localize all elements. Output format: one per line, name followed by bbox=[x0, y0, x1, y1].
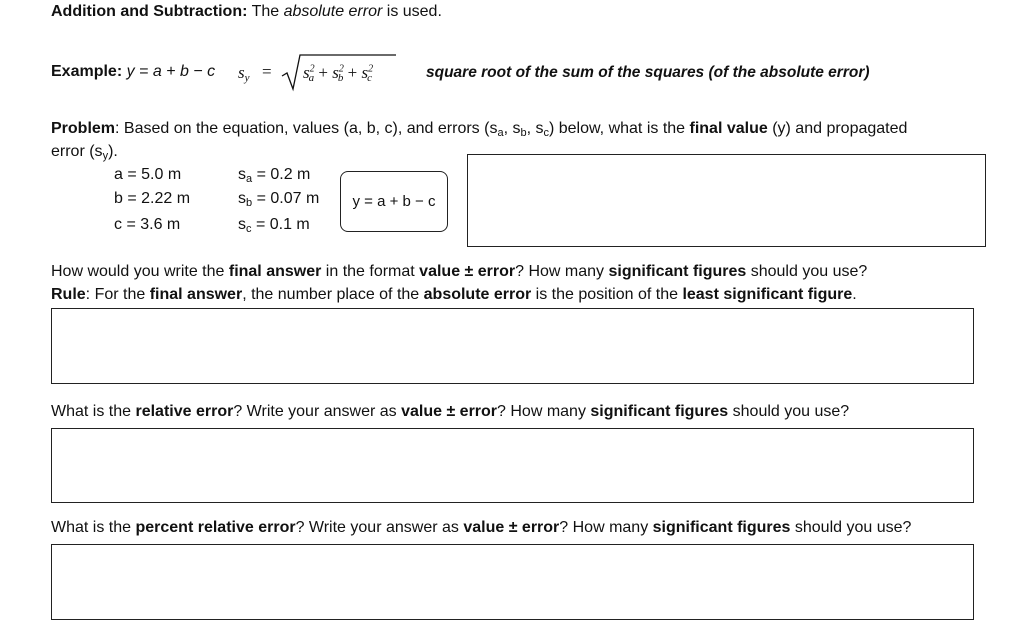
example-label: Example: bbox=[51, 63, 123, 80]
rule-r1: : For the bbox=[85, 286, 150, 303]
answer-box-final-answer[interactable] bbox=[51, 308, 974, 384]
problem-sub-a: a bbox=[497, 127, 504, 139]
q1-b1: final answer bbox=[228, 263, 322, 280]
value-b: b = 2.22 m bbox=[114, 190, 191, 207]
sub-c: c bbox=[367, 72, 372, 84]
heading-bold: Addition and Subtraction: bbox=[51, 3, 248, 20]
formula-sub-y: y bbox=[244, 72, 250, 84]
plus-1: + bbox=[318, 63, 328, 82]
formula-radicand bbox=[303, 63, 398, 84]
problem-label: Problem bbox=[51, 120, 116, 137]
q2-t4: should you use? bbox=[728, 403, 850, 420]
q1-b3: significant figures bbox=[608, 263, 747, 280]
formula-equals: = bbox=[262, 62, 272, 81]
formula-description bbox=[426, 64, 870, 82]
q3-b3: significant figures bbox=[652, 519, 791, 536]
q2-b3: significant figures bbox=[590, 403, 729, 420]
q3-t1: What is the bbox=[51, 519, 136, 536]
answer-box-relative-error[interactable] bbox=[51, 428, 974, 503]
q3-b1: percent relative error bbox=[135, 519, 296, 536]
problem-sub-b: b bbox=[520, 127, 527, 139]
plus-2: + bbox=[347, 63, 358, 82]
sub-b: b bbox=[337, 72, 344, 84]
problem-text2: ) below, what is the bbox=[548, 120, 690, 137]
value-c: c = 3.6 m bbox=[114, 216, 181, 233]
rule-rb1: final answer bbox=[149, 286, 243, 303]
problem-line2-sub: y bbox=[102, 150, 109, 162]
formula-s: s bbox=[238, 63, 245, 82]
problem-sub-c: c bbox=[543, 127, 549, 139]
question2-line bbox=[51, 403, 849, 421]
sq-c: 2 bbox=[368, 63, 374, 75]
problem-line-2 bbox=[51, 143, 118, 162]
value-a: a = 5.0 m bbox=[114, 166, 182, 183]
term-b: s bbox=[332, 63, 339, 82]
equation-box bbox=[340, 171, 448, 232]
error-b-s: s bbox=[238, 190, 246, 207]
problem-text3: (y) and propagated bbox=[767, 120, 908, 137]
q1-t4: should you use? bbox=[746, 263, 868, 280]
sub-a: a bbox=[308, 72, 315, 84]
rule-label: Rule bbox=[51, 286, 86, 303]
example-equation: y = a + b − c bbox=[126, 63, 216, 80]
q2-b2: value ± error bbox=[401, 403, 498, 420]
term-c: s bbox=[361, 63, 369, 82]
term-a: s bbox=[303, 63, 310, 82]
q3-t2: ? Write your answer as bbox=[295, 519, 464, 536]
problem-line2-end: ). bbox=[108, 143, 118, 160]
error-a-sub: a bbox=[246, 173, 253, 185]
problem-line-1 bbox=[51, 120, 907, 139]
q1-t3: ? How many bbox=[515, 263, 609, 280]
heading bbox=[51, 3, 442, 21]
problem-sep2: , s bbox=[526, 120, 544, 137]
error-c-sub: c bbox=[246, 223, 252, 235]
heading-text-end: is used. bbox=[382, 3, 442, 20]
sq-b: 2 bbox=[338, 63, 344, 75]
error-a bbox=[238, 166, 310, 185]
problem-bold-final-value: final value bbox=[689, 120, 768, 137]
answer-box-percent-relative-error[interactable] bbox=[51, 544, 974, 620]
question3-line bbox=[51, 519, 911, 537]
question1-line bbox=[51, 263, 867, 281]
error-c-s: s bbox=[238, 216, 246, 233]
q1-t1: How would you write the bbox=[51, 263, 229, 280]
rule-rb3: least significant figure bbox=[682, 286, 853, 303]
rule-rb2: absolute error bbox=[423, 286, 532, 303]
q3-t4: should you use? bbox=[790, 519, 912, 536]
error-c bbox=[238, 216, 310, 235]
q3-b2: value ± error bbox=[463, 519, 560, 536]
q2-b1: relative error bbox=[135, 403, 234, 420]
answer-box-final-value[interactable] bbox=[467, 154, 986, 247]
formula-description-text: square root of the sum of the squares (of the absolute error) bbox=[426, 64, 870, 81]
problem-text1: : Based on the equation, values (a, b, c), and errors (s bbox=[115, 120, 498, 137]
q1-b2: value ± error bbox=[419, 263, 516, 280]
rule-r4: . bbox=[852, 286, 857, 303]
q1-t2: in the format bbox=[321, 263, 420, 280]
error-b-sub: b bbox=[246, 197, 253, 209]
problem-sep1: , s bbox=[503, 120, 521, 137]
q2-t1: What is the bbox=[51, 403, 136, 420]
error-a-s: s bbox=[238, 166, 246, 183]
sq-a: 2 bbox=[309, 63, 315, 75]
example-line bbox=[51, 63, 215, 81]
q3-t3: ? How many bbox=[559, 519, 653, 536]
heading-italic: absolute error bbox=[283, 3, 383, 20]
rule-line bbox=[51, 286, 857, 304]
error-a-value: = 0.2 m bbox=[252, 166, 311, 183]
rule-r2: , the number place of the bbox=[242, 286, 424, 303]
error-c-value: = 0.1 m bbox=[251, 216, 310, 233]
error-b-value: = 0.07 m bbox=[252, 190, 320, 207]
heading-text: The bbox=[247, 3, 284, 20]
problem-line2-text: error (s bbox=[51, 143, 103, 160]
equation-box-text: y = a + b − c bbox=[352, 193, 436, 210]
q2-t2: ? Write your answer as bbox=[233, 403, 402, 420]
q2-t3: ? How many bbox=[497, 403, 591, 420]
rule-r3: is the position of the bbox=[531, 286, 683, 303]
error-b bbox=[238, 190, 319, 209]
